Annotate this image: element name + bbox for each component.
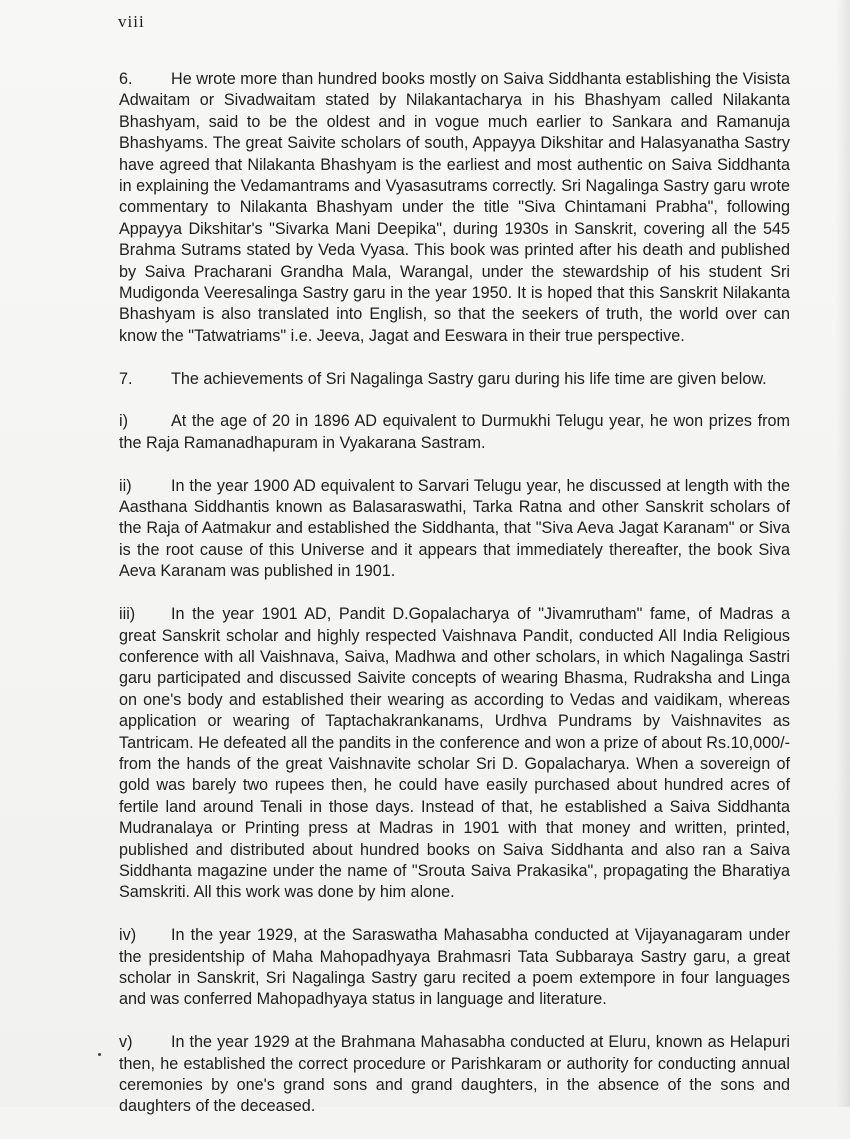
- scan-speck: [98, 1053, 101, 1056]
- paragraph-number: iv): [119, 926, 137, 945]
- paragraph-text: The achievements of Sri Nagalinga Sastry garu during his life time are given below.: [171, 369, 767, 388]
- paragraph-number: 7.: [119, 369, 133, 388]
- paragraph-text: At the age of 20 in 1896 AD equivalent to Durmukhi Telugu year, he won prizes from the Raja Ramanadhapuram in Vyakarana Sastram.: [119, 412, 790, 452]
- paragraph-number: v): [119, 1033, 133, 1052]
- paragraph-ii: [119, 476, 790, 583]
- paragraph-text: In the year 1901 AD, Pandit D.Gopalacharya of "Jivamrutham" fame, of Madras a great Sanskrit scholar and highly respected Vaishnava Pandit, conducted All India Religious conference with all Vaishnava, Saiva, Madhwa and other scholars, in which Nagalinga Sastri garu participated and discussed Saivite concepts of wearing Bhasma, Rudraksha and Linga on one's body and established their wearing as according to Vedas and vaidikam, whereas application or wearing of Taptachakrankanams, Urdhva Pundrams by Vaishnavites as Tantricam. He defeated all the pandits in the conference and won a prize of about Rs.10,000/- from the hands of the great Vaishnavite scholar Sri D. Gopalacharya. When a sovereign of gold was barely two rupees then, he could have easily purchased about hundred acres of fertile land around Tenali in those days. Instead of that, he established a Saiva Siddhanta Mudranalaya or Printing press at Madras in 1901 with that money and written, printed, published and distributed about hundred books on Saiva Siddhanta and also ran a Saiva Siddhanta magazine under the name of "Srouta Saiva Prakasika", propagating the Bharatiya Samskriti. All this work was done by him alone.: [119, 605, 790, 902]
- paragraph-7: [119, 369, 790, 390]
- paragraph-number: iii): [119, 605, 136, 624]
- paragraph-text: He wrote more than hundred books mostly on Saiva Siddhanta establishing the Visista Adwaitam or Sivadwaitam stated by Nilakantacharya in his Bhashyam called Nilakanta Bhashyam, said to be the oldest and in vogue much earlier to Sankara and Ramanuja Bhashyams. The great Saivite scholars of south, Appayya Dikshitar and Halasyanatha Sastry have agreed that Nilakanta Bhashyam is the earliest and most authentic on Saiva Siddhanta in explaining the Vedamantrams and Vyasasutrams correctly. Sri Nagalinga Sastry garu wrote commentary to Nilakanta Bhashyam under the title "Siva Chintamani Prabha", following Appayya Dikshitar's "Sivarka Mani Deepika", during 1930s in Sanskrit, covering all the 545 Brahma Sutrams stated by Veda Vyasa. This book was printed after his death and published by Saiva Pracharani Grandha Mala, Warangal, under the stewardship of his student Sri Mudigonda Veeresalinga Sastry garu in the year 1950. It is hoped that this Sanskrit Nilakanta Bhashyam is also translated into English, so that the seekers of truth, the world over can know the "Tatwatriams" i.e. Jeeva, Jagat and Eeswara in their true perspective.: [119, 70, 790, 345]
- paragraph-iii: [119, 604, 790, 904]
- paragraph-text: In the year 1900 AD equivalent to Sarvari Telugu year, he discussed at length with the Aasthana Siddhantis known as Balasaraswathi, Tarka Ratna and other Sanskrit scholars of the Raja of Aatmakur and established the Siddhanta, that "Siva Aeva Jagat Karanam" or Siva is the root cause of this Universe and it appears that immediately thereafter, the book Siva Aeva Karanam was published in 1901.: [119, 476, 790, 581]
- page-body: [119, 69, 790, 1139]
- paragraph-iv: [119, 925, 790, 1011]
- scan-edge-shadow: [836, 0, 850, 1107]
- paragraph-text: In the year 1929 at the Brahmana Mahasabha conducted at Eluru, known as Helapuri then, he established the correct procedure or Parishkaram or authority for conducting annual ceremonies by one's grand sons and grand daughters, in the absence of the sons and daughters of the deceased.: [119, 1033, 790, 1116]
- paragraph-text: In the year 1929, at the Saraswatha Mahasabha conducted at Vijayanagaram under the presidentship of Maha Mahopadhyaya Brahmasri Tata Subbaraya Sastry garu, a great scholar in Sanskrit, Sri Nagalinga Sastry garu recited a poem extempore in four languages and was conferred Mahopadhyaya status in language and literature.: [119, 926, 790, 1009]
- page-number: viii: [118, 12, 145, 31]
- paragraph-number: 6.: [119, 70, 133, 88]
- paragraph-i: [119, 411, 790, 454]
- paragraph-6: [119, 69, 790, 347]
- paragraph-v: [119, 1032, 790, 1118]
- paragraph-number: ii): [119, 476, 132, 495]
- paragraph-number: i): [119, 412, 128, 431]
